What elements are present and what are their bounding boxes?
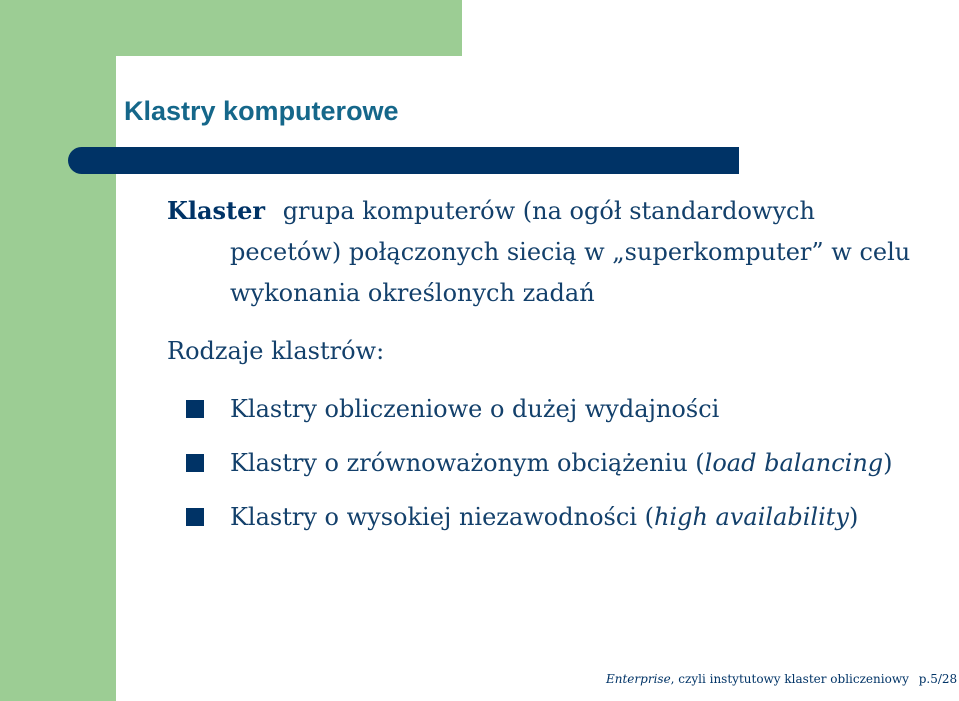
list-item-paren-close: ) [848,503,859,531]
cluster-definition [167,190,959,314]
square-bullet-icon [186,508,204,526]
definition-line-3: wykonania określonych zadań [230,279,595,307]
list-item-paren-open: ( [644,503,654,531]
cluster-types-heading: Rodzaje klastrów: [167,337,385,365]
definition-line-2: pecetów) połączonych siecią w „superkomputer” w celu [230,238,911,266]
slide-footer [606,672,957,686]
footer-text: , czyli instytutowy klaster obliczeniowy [670,672,909,686]
list-item [186,390,893,444]
square-bullet-icon [186,400,204,418]
list-item-text: Klastry o wysokiej niezawodności [230,503,645,531]
title-underline-bar [68,147,739,174]
square-bullet-icon [186,454,204,472]
footer-enterprise: Enterprise [606,672,671,686]
definition-line-1 [167,190,959,232]
left-green-band [0,0,116,701]
list-item [186,444,893,498]
definition-text-1: grupa komputerów (na ogół standardowych [282,197,815,225]
page-number: p.5/28 [918,672,958,686]
definition-term: Klaster [167,196,266,225]
top-green-band [0,0,462,56]
list-item-text: Klastry o zrównoważonym obciążeniu [230,449,696,477]
list-item-paren-open: ( [695,449,705,477]
list-item-text: Klastry obliczeniowe o dużej wydajności [230,395,720,423]
cluster-types-list [186,390,893,552]
list-item-english-term: load balancing [704,449,884,477]
list-item [186,498,893,552]
list-item-paren-close: ) [883,449,893,477]
slide-title: Klastry komputerowe [124,96,399,126]
list-item-english-term: high availability [653,503,849,531]
